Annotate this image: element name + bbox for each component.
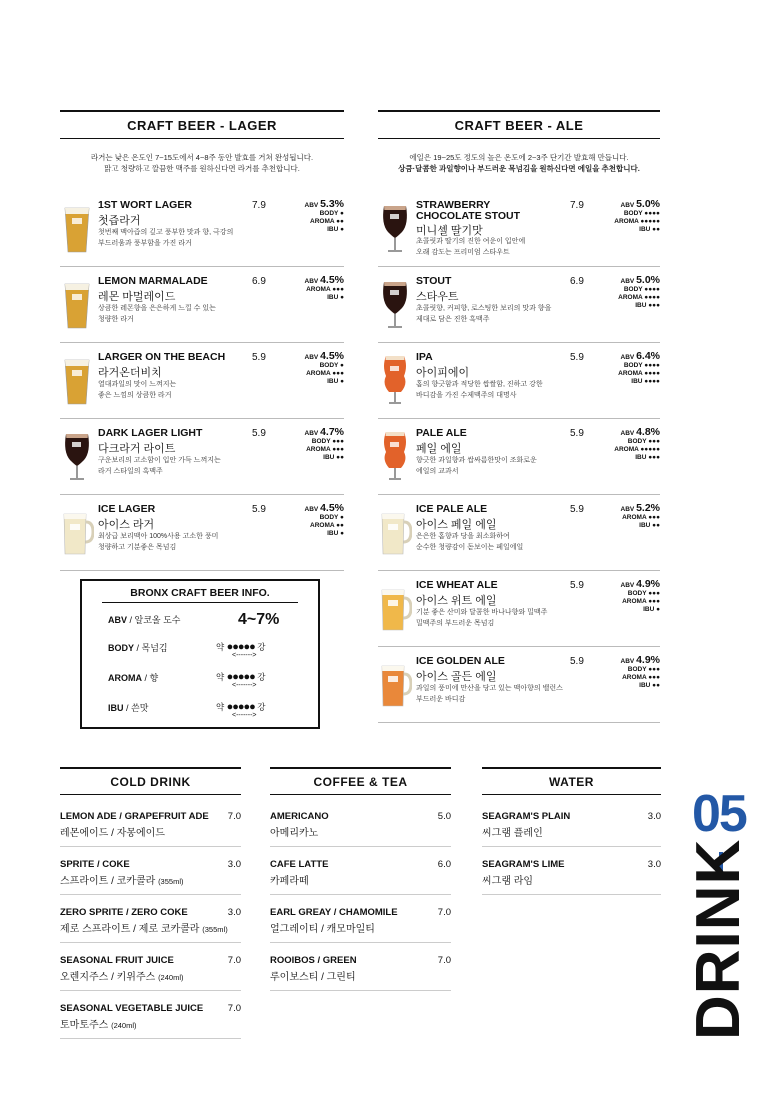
beer-glass-icon	[60, 278, 94, 330]
beer-aroma: AROMA ●●●●	[618, 370, 660, 377]
beer-aroma: AROMA ●●●●	[618, 294, 660, 301]
drink-name-en: EARL GREAY / CHAMOMILE	[270, 907, 398, 918]
drink-item[interactable]	[60, 992, 241, 1039]
beer-stats	[590, 656, 660, 690]
beer-glass-icon	[60, 506, 94, 558]
beer-abv: ABV 4.8%	[620, 426, 660, 438]
beer-description: 홉의 향긋함과 적당한 쌉쌀함, 진하고 강한 바디감을 가진 수제맥주의 대명사	[416, 381, 543, 399]
water-title: WATER	[482, 767, 661, 795]
beer-aroma: AROMA ●●●	[622, 598, 660, 605]
beer-name-kr: 아이스 라거	[98, 519, 155, 531]
beer-name-en: ICE LAGER	[98, 503, 156, 515]
beer-glass-icon	[378, 506, 412, 558]
beer-glass-icon	[60, 430, 94, 482]
beer-price: 5.9	[252, 352, 266, 363]
ibu-label	[108, 701, 148, 714]
beer-price: 5.9	[570, 656, 584, 667]
beer-stats	[274, 428, 344, 462]
beer-glass-icon	[378, 278, 412, 330]
beer-name-kr: 스타우트	[416, 291, 459, 303]
scale-dots: ●●●●●	[226, 671, 255, 683]
beer-price: 5.9	[570, 428, 584, 439]
drink-price: 7.0	[437, 955, 451, 966]
beer-price: 5.9	[570, 504, 584, 515]
beer-item[interactable]	[60, 344, 344, 419]
beer-glass-icon	[378, 354, 412, 406]
scale-dots: ●●●●●	[226, 641, 255, 653]
scale-arrow: <------->	[232, 682, 257, 689]
drink-name-en: SPRITE / COKE	[60, 859, 130, 870]
beer-abv: ABV 4.5%	[304, 502, 344, 514]
drink-item[interactable]	[60, 800, 241, 847]
beer-name-kr: 아이피에이	[416, 367, 470, 379]
beer-body: BODY ●	[319, 362, 344, 369]
strong-label: 강	[257, 672, 266, 682]
beer-item[interactable]	[60, 268, 344, 343]
beer-body: BODY ●●●	[627, 438, 660, 445]
aroma-label-kr: / 향	[144, 673, 159, 683]
beer-aroma: AROMA ●●●●●	[614, 446, 660, 453]
drink-price: 3.0	[227, 859, 241, 870]
beer-stats	[590, 276, 660, 310]
beer-name-kr: 레몬 마멀레이드	[98, 291, 176, 303]
beer-abv: ABV 5.0%	[620, 274, 660, 286]
beer-name-kr: 첫즙라거	[98, 215, 141, 227]
beer-price: 5.9	[570, 580, 584, 591]
beer-description: 첫번째 맥아즙의 깊고 풍부한 맛과 향, 극강의 부드러움과 풍부함을 가진 라거	[98, 229, 234, 247]
beer-aroma: AROMA ●●●	[306, 446, 344, 453]
beer-name-en: PALE ALE	[416, 427, 467, 439]
beer-stats	[590, 504, 660, 530]
lager-description	[60, 152, 344, 174]
drink-name-en: ROOIBOS / GREEN	[270, 955, 357, 966]
beer-body: BODY ●●●●	[623, 210, 660, 217]
beer-description: 최상급 보리맥아 100%사용 고소한 풍미 청량하고 기분좋은 목넘김	[98, 533, 219, 551]
drink-name-en: LEMON ADE / GRAPEFRUIT ADE	[60, 811, 209, 822]
ale-desc-line2: 상큼·달콤한 과일향이나 부드러운 목넘김을 원하신다면 에일을 추천합니다.	[398, 164, 640, 173]
beer-aroma: AROMA ●●	[310, 522, 344, 529]
lager-section-title: CRAFT BEER - LAGER	[60, 110, 344, 139]
beer-body: BODY ●	[319, 210, 344, 217]
beer-body: BODY ●●●	[627, 590, 660, 597]
drink-name-en: ZERO SPRITE / ZERO COKE	[60, 907, 188, 918]
beer-aroma: AROMA ●●●	[622, 674, 660, 681]
drink-name-kr: 아메리카노	[270, 828, 319, 839]
beer-aroma: AROMA ●●●●●	[614, 218, 660, 225]
scale-dots: ●●●●●	[226, 701, 255, 713]
beer-glass-icon	[378, 658, 412, 710]
scale-arrow: <------->	[232, 652, 257, 659]
beer-ibu: IBU ●●●●	[631, 378, 660, 385]
beer-ibu: IBU ●	[327, 530, 344, 537]
beer-aroma: AROMA ●●●	[622, 514, 660, 521]
beer-item[interactable]	[60, 420, 344, 495]
drink-item[interactable]	[270, 848, 451, 895]
beer-abv: ABV 6.4%	[620, 350, 660, 362]
beer-abv: ABV 5.3%	[304, 198, 344, 210]
coffee-tea-title: COFFEE & TEA	[270, 767, 451, 795]
drink-price: 6.0	[437, 859, 451, 870]
beer-item[interactable]	[378, 648, 660, 723]
drink-price: 7.0	[227, 811, 241, 822]
drink-name-en: AMERICANO	[270, 811, 329, 822]
drink-price: 7.0	[227, 1003, 241, 1014]
beer-item[interactable]	[60, 496, 344, 571]
cold-drink-title: COLD DRINK	[60, 767, 241, 795]
beer-description: 초콜릿향, 커피향, 로스팅한 보리의 맛과 향을 제대로 담은 진한 흑맥주	[416, 305, 552, 323]
ale-description	[378, 152, 660, 174]
abv-label-kr: / 알코올 도수	[129, 615, 181, 625]
beer-description: 상큼한 레몬향을 은은하게 느낄 수 있는 청량한 라거	[98, 305, 216, 323]
aroma-label-en: AROMA	[108, 673, 142, 683]
drink-name-en: SEAGRAM'S PLAIN	[482, 811, 571, 822]
drink-price: 3.0	[647, 811, 661, 822]
beer-price: 5.9	[252, 428, 266, 439]
beer-description: 초콜릿과 딸기의 진한 여운이 입안에 오래 감도는 프리미엄 스타우트	[416, 238, 526, 256]
beer-price: 7.9	[252, 200, 266, 211]
beer-stats	[590, 200, 660, 234]
lager-desc-line1: 라거는 낮은 온도인 7~15도에서 4~8주 동안 발효를 거쳐 완성됩니다.	[90, 153, 314, 162]
beer-item[interactable]	[378, 344, 660, 419]
beer-description: 은은한 홉향과 당을 최소화하여 순수한 청량감이 돋보이는 페일에일	[416, 533, 524, 551]
beer-name-en: ICE PALE ALE	[416, 503, 488, 515]
beer-name-en: ICE WHEAT ALE	[416, 579, 498, 591]
beer-ibu: IBU ●●	[639, 682, 660, 689]
body-label-kr: / 목넘김	[136, 643, 168, 653]
beer-aroma: AROMA ●●●	[306, 286, 344, 293]
beer-glass-icon	[378, 202, 412, 254]
ale-desc-line1: 에일은 19~25도 정도의 높은 온도에 2~3주 단기간 발효해 만듭니다.	[409, 153, 629, 162]
beer-item[interactable]	[378, 496, 660, 571]
beer-aroma: AROMA ●●●	[306, 370, 344, 377]
info-title: BRONX CRAFT BEER INFO.	[102, 587, 298, 603]
weak-label: 약	[216, 642, 225, 652]
beer-abv: ABV 4.5%	[304, 274, 344, 286]
beer-body: BODY ●	[319, 514, 344, 521]
beer-name-kr: 페일 에일	[416, 443, 462, 455]
drink-name-kr: 얼그레이티 / 캐모마일티	[270, 924, 375, 935]
beer-description: 기분 좋은 산미와 달콤한 바나나향와 밀맥주 밀맥주의 부드러운 목넘김	[416, 609, 548, 627]
beer-stats	[590, 352, 660, 386]
beer-ibu: IBU ●	[327, 294, 344, 301]
beer-name-en: IPA	[416, 351, 433, 363]
drink-item[interactable]	[60, 896, 241, 943]
strong-label: 강	[257, 642, 266, 652]
beer-price: 6.9	[252, 276, 266, 287]
drink-price: 3.0	[227, 907, 241, 918]
drink-name-kr: 카페라떼	[270, 876, 309, 887]
drink-name-kr: 스프라이트 / 코카콜라 (355ml)	[60, 876, 184, 887]
beer-stats	[274, 200, 344, 234]
drink-name-kr: 토마토주스 (240ml)	[60, 1020, 137, 1031]
beer-ibu: IBU ●	[327, 226, 344, 233]
beer-body: BODY ●●●●	[623, 286, 660, 293]
beer-name-en: 1ST WORT LAGER	[98, 199, 192, 211]
drink-item[interactable]	[270, 896, 451, 943]
beer-ibu: IBU ●●●	[635, 302, 660, 309]
beer-ibu: IBU ●●●	[635, 454, 660, 461]
aroma-label	[108, 671, 158, 684]
beer-name-en: LEMON MARMALADE	[98, 275, 208, 287]
scale-arrow: <------->	[232, 712, 257, 719]
beer-name-en: DARK LAGER LIGHT	[98, 427, 203, 439]
beer-abv: ABV 4.9%	[620, 654, 660, 666]
beer-item[interactable]	[378, 268, 660, 343]
drink-item[interactable]	[60, 944, 241, 991]
beer-glass-icon	[378, 582, 412, 634]
beer-description: 과일의 풍미에 만산을 당고 있는 맥아향의 밸런스 부드러운 바디감	[416, 685, 563, 703]
drink-name-kr: 씨그램 라임	[482, 876, 534, 887]
strong-label: 강	[257, 702, 266, 712]
beer-ibu: IBU ●	[643, 606, 660, 613]
beer-price: 7.9	[570, 200, 584, 211]
beer-name-en: ICE GOLDEN ALE	[416, 655, 505, 667]
body-label-en: BODY	[108, 643, 135, 653]
drink-name-en: SEAGRAM'S LIME	[482, 859, 565, 870]
drink-name-kr: 씨그램 플레인	[482, 828, 543, 839]
beer-stats	[590, 428, 660, 462]
abv-label-en: ABV	[108, 615, 128, 625]
beer-name-en: STRAWBERRY CHOCOLATE STOUT	[416, 199, 521, 222]
beer-name-kr: 다크라거 라이트	[98, 443, 176, 455]
beer-aroma: AROMA ●●	[310, 218, 344, 225]
drink-price: 7.0	[227, 955, 241, 966]
beer-abv: ABV 4.7%	[304, 426, 344, 438]
drink-item[interactable]	[482, 800, 661, 847]
beer-stats	[274, 276, 344, 302]
beer-item[interactable]	[378, 192, 660, 267]
body-label	[108, 641, 168, 654]
lager-desc-line2: 맑고 청량하고 깔끔한 맥주를 원하신다면 라거를 추천합니다.	[104, 164, 300, 173]
ibu-label-en: IBU	[108, 703, 124, 713]
beer-ibu: IBU ●●	[639, 226, 660, 233]
beer-stats	[590, 580, 660, 614]
drink-name-en: SEASONAL VEGETABLE JUICE	[60, 1003, 204, 1014]
beer-name-kr: 라거온더비치	[98, 367, 162, 379]
beer-ibu: IBU ●●	[323, 454, 344, 461]
beer-name-en: STOUT	[416, 275, 452, 287]
beer-glass-icon	[60, 202, 94, 254]
page-category-label: DRINK	[684, 838, 753, 1040]
beer-name-kr: 아이스 위트 에일	[416, 595, 497, 607]
drink-price: 5.0	[437, 811, 451, 822]
beer-price: 5.9	[252, 504, 266, 515]
drink-item[interactable]	[60, 848, 241, 895]
beer-glass-icon	[60, 354, 94, 406]
page-number: 05	[692, 785, 746, 843]
drink-item[interactable]	[482, 848, 661, 895]
drink-name-kr: 오렌지주스 / 키위주스 (240ml)	[60, 972, 184, 983]
weak-label: 약	[216, 702, 225, 712]
beer-item[interactable]	[378, 572, 660, 647]
abv-range: 4~7%	[238, 611, 280, 628]
drink-item[interactable]	[270, 944, 451, 991]
beer-item[interactable]	[60, 192, 344, 267]
drink-name-kr: 레몬에이드 / 자몽에이드	[60, 828, 165, 839]
beer-ibu: IBU ●	[327, 378, 344, 385]
weak-label: 약	[216, 672, 225, 682]
beer-ibu: IBU ●●	[639, 522, 660, 529]
abv-label	[108, 613, 181, 626]
drink-price: 3.0	[647, 859, 661, 870]
beer-description: 구운보리의 고소함이 입안 가득 느껴지는 라거 스타일의 흑맥주	[98, 457, 221, 475]
beer-name-kr: 미니셸 딸기맛	[416, 225, 483, 237]
drink-name-en: SEASONAL FRUIT JUICE	[60, 955, 174, 966]
drink-item[interactable]	[270, 800, 451, 847]
drink-name-en: CAFE LATTE	[270, 859, 329, 870]
beer-price: 6.9	[570, 276, 584, 287]
beer-body: BODY ●●●	[627, 666, 660, 673]
beer-glass-icon	[378, 430, 412, 482]
beer-stats	[274, 352, 344, 386]
beer-description: 열대과일의 맛이 느껴지는 좋은 느낌의 상큼한 라거	[98, 381, 177, 399]
beer-body: BODY ●●●	[311, 438, 344, 445]
beer-body: BODY ●●●●	[623, 362, 660, 369]
beer-description: 향긋한 과일향과 쌉싸름한맛이 조화로운 에일의 교과서	[416, 457, 537, 475]
ibu-label-kr: / 쓴맛	[126, 703, 149, 713]
beer-abv: ABV 4.9%	[620, 578, 660, 590]
beer-name-kr: 아이스 페일 에일	[416, 519, 497, 531]
beer-price: 5.9	[570, 352, 584, 363]
ale-section-title: CRAFT BEER - ALE	[378, 110, 660, 139]
beer-info-box	[80, 579, 320, 729]
beer-name-en: LARGER ON THE BEACH	[98, 351, 226, 363]
drink-name-kr: 제로 스프라이트 / 제로 코카콜라 (355ml)	[60, 924, 228, 935]
beer-abv: ABV 4.5%	[304, 350, 344, 362]
beer-name-kr: 아이스 골든 에일	[416, 671, 497, 683]
beer-abv: ABV 5.2%	[620, 502, 660, 514]
beer-item[interactable]	[378, 420, 660, 495]
drink-name-kr: 루이보스티 / 그린티	[270, 972, 356, 983]
drink-price: 7.0	[437, 907, 451, 918]
beer-stats	[274, 504, 344, 538]
beer-abv: ABV 5.0%	[620, 198, 660, 210]
